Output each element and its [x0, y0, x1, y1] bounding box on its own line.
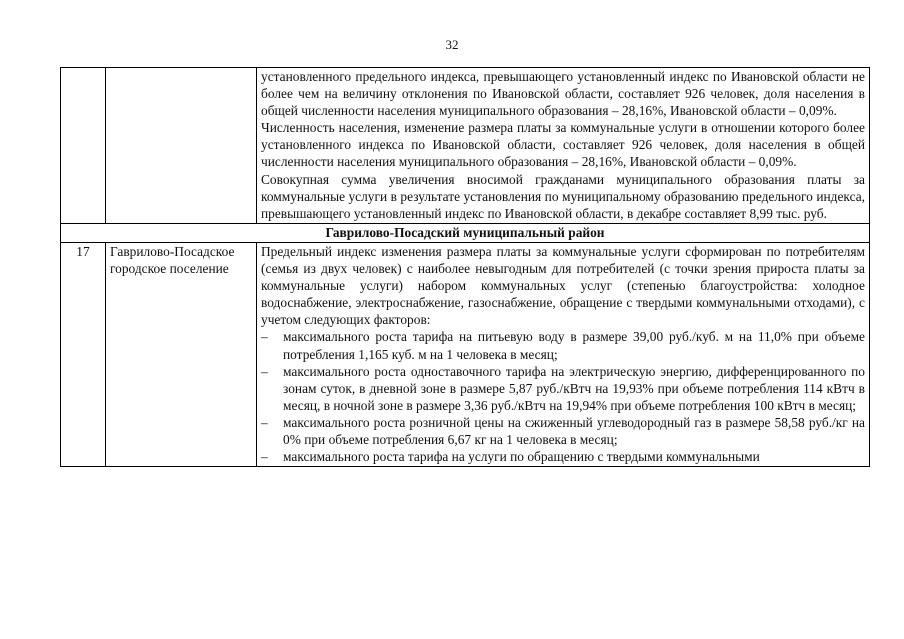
paragraph-population-change: Численность населения, изменение размера платы за коммунальные услуги в отношении которого более установленного индекса по Ивановской области, составляет 926 человек, доля населения в общей численности населения муниципального образования – 28,16%, Ивановской области – 0,09%.	[261, 120, 865, 170]
dash-marker: –	[261, 363, 268, 379]
cell-number-empty	[61, 68, 106, 224]
row-number: 17	[61, 242, 106, 466]
list-item-text: максимального роста розничной цены на сжиженный углеводородный газ в размере 58,58 руб./кг на 0% при объеме потребления 6,67 кг на 1 человека в месяц;	[283, 414, 865, 447]
page-number: 32	[445, 37, 459, 52]
list-item	[261, 363, 865, 414]
dash-marker: –	[261, 414, 268, 430]
cell-name-empty	[106, 68, 257, 224]
paragraph-intro: Предельный индекс изменения размера платы за коммунальные услуги сформирован по потребителям (семья из двух человек) с наиболее невыгодным для потребителей (с точки зрения прироста платы за коммунальные услуги) набором коммунальных услуг (степенью благоустройства: холодное водоснабжение, электроснабжение, газоснабжение, обращение с твердыми коммунальными отходами), с учетом следующих факторов:	[261, 243, 865, 328]
list-item	[261, 448, 865, 465]
document-table	[60, 67, 870, 467]
table-row-continuation	[61, 68, 870, 224]
paragraph-index-excess: установленного предельного индекса, превышающего установленный индекс по Ивановской области не более чем на величину отклонения по Ивановской области, составляет 926 человек, доля населения в общей численности населения муниципального образования – 28,16%, Ивановской области – 0,09%.	[261, 69, 865, 119]
list-item-text: максимального роста тарифа на услуги по обращению с твердыми коммунальными	[283, 449, 760, 465]
list-item-text: максимального роста тарифа на питьевую воду в размере 39,00 руб./куб. м на 11,0% при объеме потребления 1,165 куб. м на 1 человека в месяц;	[283, 329, 865, 362]
table-row-17	[61, 242, 870, 466]
paragraph-total-sum: Совокупная сумма увеличения вносимой гражданами муниципального образования платы за коммунальные услуги в результате установления по муниципальному образованию предельного индекса, превышающего установленный индекс по Ивановской области, в декабре составляет 8,99 тыс. руб.	[261, 171, 865, 221]
cell-description	[257, 242, 870, 466]
table-row-section	[61, 223, 870, 242]
section-heading: Гаврилово-Посадский муниципальный район	[61, 223, 870, 242]
list-item	[261, 328, 865, 362]
list-item-text: максимального роста одноставочного тарифа на электрическую энергию, дифференцированного по зонам суток, в дневной зоне в размере 5,87 руб./кВтч на 19,93% при объеме потребления 114 кВтч в месяц, в ночной зоне в размере 3,36 руб./кВтч на 19,94% при объеме потребления 100 кВтч в месяц;	[283, 363, 865, 413]
list-item	[261, 414, 865, 448]
cell-description	[257, 68, 870, 224]
dash-marker: –	[261, 329, 268, 345]
dash-marker: –	[261, 449, 268, 465]
municipality-name: Гаврилово-Посадское городское поселение	[106, 242, 257, 466]
